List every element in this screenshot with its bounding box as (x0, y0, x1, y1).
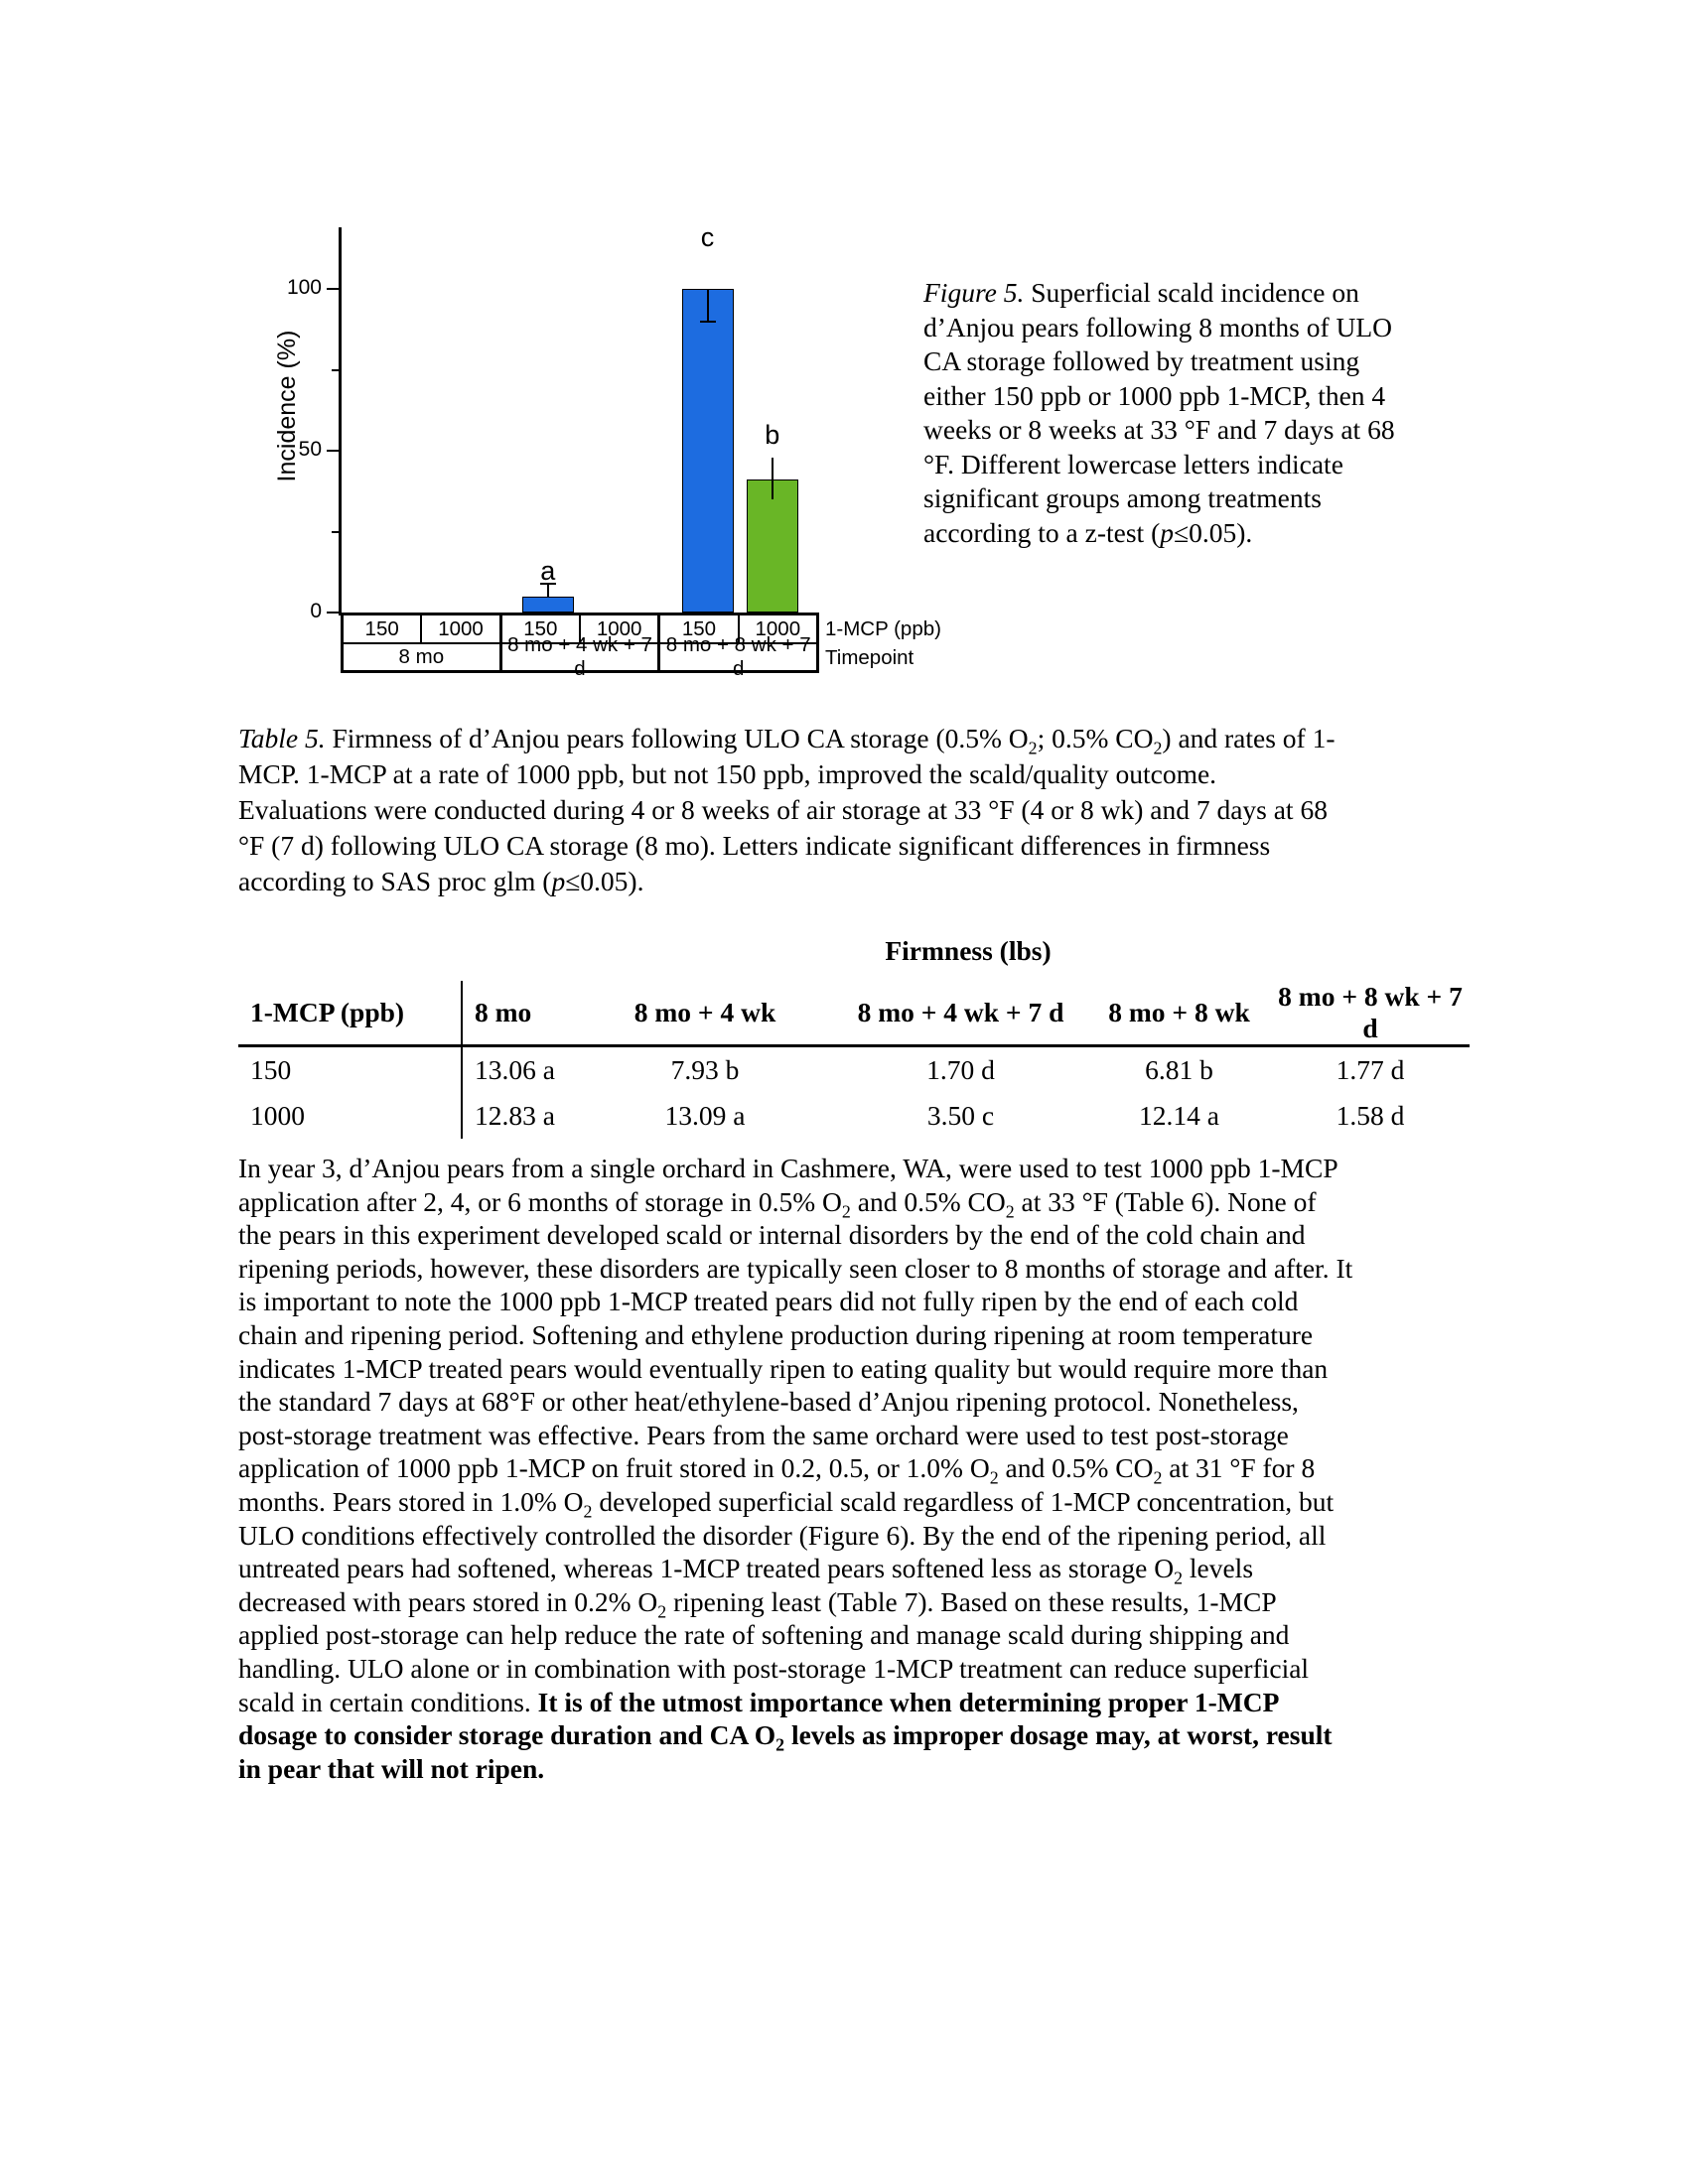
firmness-table (238, 981, 1470, 1139)
text-segment: the standard 7 days at 68°F or other heat/ethylene-based d’Anjou ripening protocol. Nonetheless, (238, 1386, 1299, 1418)
text-segment: ripening periods, however, these disorders are typically seen closer to 8 months of storage and after. It (238, 1252, 1353, 1284)
y-tick (327, 450, 339, 452)
text-segment: scald in certain conditions. (238, 1686, 538, 1717)
text-line (923, 311, 1479, 345)
text-line (238, 1185, 1479, 1222)
timepoint-row-label: Timepoint (825, 646, 914, 669)
text-segment: handling. ULO alone or in combination with post-storage 1-MCP treatment can reduce superficial (238, 1652, 1310, 1684)
firmness-value-cell: 12.83 a (462, 1093, 576, 1139)
text-segment: the pears in this experiment developed scald or internal disorders by the end of the cold chain and (238, 1219, 1306, 1251)
table-caption (238, 721, 1479, 899)
timepoint-cell: 8 mo (344, 644, 502, 670)
text-segment: In year 3, d’Anjou pears from a single orchard in Cashmere, WA, were used to test 1000 ppb 1-MCP (238, 1153, 1338, 1183)
text-line (238, 1485, 1479, 1522)
firmness-data-row (238, 1046, 1470, 1094)
timepoint-row (344, 633, 816, 680)
mcp-row-label: 1-MCP (ppb) (825, 617, 941, 640)
mcp-cell: 1000 (755, 616, 801, 640)
text-segment: in pear that will not ripen. (238, 1752, 545, 1784)
text-segment: p (551, 866, 566, 896)
mcp-cell: 1000 (422, 615, 501, 642)
text-line (923, 413, 1479, 448)
text-segment: decreased with pears stored in 0.2% $O_2$ ripening least (Table 7). Based on these results, 1-MCP (238, 1585, 1277, 1622)
body-text (238, 1152, 1479, 1785)
text-line (238, 1718, 1479, 1755)
text-line (923, 344, 1479, 379)
text-segment: It is of the utmost importance when determining proper 1-MCP (537, 1686, 1280, 1717)
firmness-value-cell: 7.93 b (670, 1054, 740, 1085)
text-segment: Table 5. (238, 723, 326, 753)
text-line (238, 1585, 1479, 1622)
text-segment: ULO conditions effectively controlled the disorder (Figure 6). By the end of the ripening period, all (238, 1519, 1327, 1551)
text-segment: °F (7 d) following ULO CA storage (8 mo). Letters indicate significant differences in firmness (238, 830, 1271, 861)
bar (747, 479, 798, 613)
text-line (238, 1519, 1479, 1553)
text-line (923, 448, 1479, 482)
text-segment: according to SAS proc glm ( (238, 866, 552, 896)
text-segment: application of 1000 ppb 1-MCP on fruit stored in 0.2, 0.5, or 1.0% $O_2$ and 0.5% $CO_2$ at 31 °F for 8 (238, 1452, 1316, 1488)
firmness-col-header: 8 mo + 4 wk + 7 d (834, 981, 1087, 1046)
firmness-header-row (238, 981, 1470, 1046)
text-segment: ≤0.05). (565, 866, 644, 896)
text-line (923, 276, 1479, 311)
mcp-cell: 150 (502, 615, 581, 642)
text-segment: Firmness of d’Anjou pears following ULO CA storage (0.5% $O_2$; 0.5% $CO_2$) and rates of 1- (325, 723, 1336, 758)
significance-letter: c (700, 221, 715, 252)
y-tick-label: 50 (298, 438, 322, 461)
firmness-value-cell: 6.81 b (1145, 1054, 1213, 1085)
firmness-value-cell: 13.09 a (664, 1100, 746, 1131)
text-line (238, 1752, 1479, 1786)
mcp-cell: 1000 (581, 615, 660, 642)
y-tick (327, 288, 339, 290)
firmness-col-header: 8 mo + 4 wk (576, 981, 834, 1046)
text-segment: °F. Different lowercase letters indicate (923, 448, 1343, 479)
text-line (238, 1686, 1479, 1719)
mcp-cell: 150 (344, 615, 422, 642)
y-axis-line (339, 227, 342, 615)
text-line (238, 1618, 1479, 1652)
firmness-value-cell: 1.70 d (926, 1054, 995, 1085)
error-bar (707, 289, 709, 322)
text-line (238, 828, 1479, 864)
y-tick-label: 0 (310, 600, 322, 622)
text-line (238, 721, 1479, 756)
firmness-col-header: 8 mo + 8 wk + 7 d (1271, 981, 1470, 1046)
text-line (238, 792, 1479, 828)
text-line (238, 1218, 1479, 1252)
firmness-col-header: 8 mo + 8 wk (1087, 981, 1271, 1046)
text-line (238, 1318, 1479, 1352)
text-segment: Superficial scald incidence on (1024, 277, 1359, 308)
text-line (923, 516, 1479, 551)
text-segment: application after 2, 4, or 6 months of storage in 0.5% $O_2$ and 0.5% $CO_2$ at 33 °F (Table 6). None of (238, 1185, 1317, 1222)
chart-category-table (341, 613, 819, 680)
y-minor-tick (332, 369, 339, 371)
firmness-mcp-cell: 150 (250, 1054, 292, 1085)
firmness-data-row (238, 1093, 1470, 1139)
text-line (238, 1152, 1479, 1185)
firmness-col-header: 8 mo (462, 981, 576, 1046)
text-segment: indicates 1-MCP treated pears would eventually ripen to eating quality but would require more than (238, 1352, 1329, 1384)
text-line (238, 1552, 1479, 1588)
text-segment: Evaluations were conducted during 4 or 8 weeks of air storage at 33 °F (4 or 8 wk) and 7 days at 68 (238, 794, 1328, 825)
firmness-value-cell: 3.50 c (926, 1100, 995, 1131)
bar (682, 289, 734, 613)
figure-caption (923, 276, 1479, 550)
text-segment: p (1160, 516, 1174, 548)
text-segment: months. Pears stored in 1.0% $O_2$ developed superficial scald regardless of 1-MCP concentration, but (238, 1485, 1335, 1522)
text-segment: weeks or 8 weeks at 33 °F and 7 days at 68 (923, 414, 1395, 445)
y-tick-label: 100 (286, 276, 322, 299)
text-line (238, 1451, 1479, 1488)
text-line (238, 1285, 1479, 1318)
text-line (238, 864, 1479, 899)
mcp-cell: 150 (660, 615, 739, 642)
firmness-table-title: Firmness (lbs) (885, 935, 1052, 966)
text-segment: either 150 ppb or 1000 ppb 1-MCP, then 4 (923, 379, 1386, 411)
text-segment: post-storage treatment was effective. Pears from the same orchard were used to test post-storage (238, 1419, 1289, 1450)
text-line (238, 756, 1479, 792)
text-segment: untreated pears had softened, whereas 1-MCP treated pears softened less as storage $O_2$ levels (238, 1553, 1254, 1588)
text-segment: chain and ripening period. Softening and ethylene production during ripening at room temperature (238, 1318, 1314, 1350)
y-minor-tick (332, 531, 339, 533)
text-line (923, 481, 1479, 516)
text-segment: significant groups among treatments (923, 482, 1322, 513)
significance-letter: a (540, 555, 556, 586)
bar (522, 597, 574, 613)
text-segment: is important to note the 1000 ppb 1-MCP treated pears did not fully ripen by the end of each cold (238, 1286, 1299, 1317)
firmness-value-cell: 1.77 d (1336, 1054, 1405, 1085)
text-segment: ≤0.05). (1173, 516, 1253, 548)
y-tick (327, 612, 339, 614)
text-line (238, 1385, 1479, 1419)
text-segment: Figure 5. (923, 277, 1025, 308)
text-line (238, 1252, 1479, 1286)
text-line (238, 1419, 1479, 1452)
text-segment: MCP. 1-MCP at a rate of 1000 ppb, but not 150 ppb, improved the scald/quality outcome. (238, 758, 1217, 789)
y-axis-title: Incidence (%) (273, 330, 301, 482)
firmness-mcp-cell: 1000 (250, 1100, 305, 1131)
error-bar (772, 458, 774, 499)
text-segment: d’Anjou pears following 8 months of ULO (923, 311, 1393, 342)
error-bar-cap (700, 321, 716, 323)
text-line (238, 1652, 1479, 1686)
significance-letter: b (765, 419, 780, 450)
text-segment: CA storage followed by treatment using (923, 345, 1360, 376)
firmness-value-cell: 13.06 a (462, 1046, 576, 1094)
timepoint-cell: 8 mo + 4 wk + 7 d (502, 644, 661, 670)
text-segment: applied post-storage can help reduce the rate of softening and manage scald during shipping and (238, 1619, 1290, 1651)
text-line (923, 379, 1479, 414)
firmness-value-cell: 12.14 a (1139, 1100, 1219, 1131)
text-segment: dosage to consider storage duration and CA $O_2$ levels as improper dosage may, at worst, result (238, 1719, 1333, 1755)
firmness-col-header: 1-MCP (ppb) (238, 981, 462, 1046)
timepoint-cell: 8 mo + 8 wk + 7 d (665, 633, 811, 680)
text-line (238, 1352, 1479, 1386)
text-segment: according to a z-test ( (923, 516, 1161, 548)
firmness-value-cell: 1.58 d (1336, 1100, 1405, 1131)
